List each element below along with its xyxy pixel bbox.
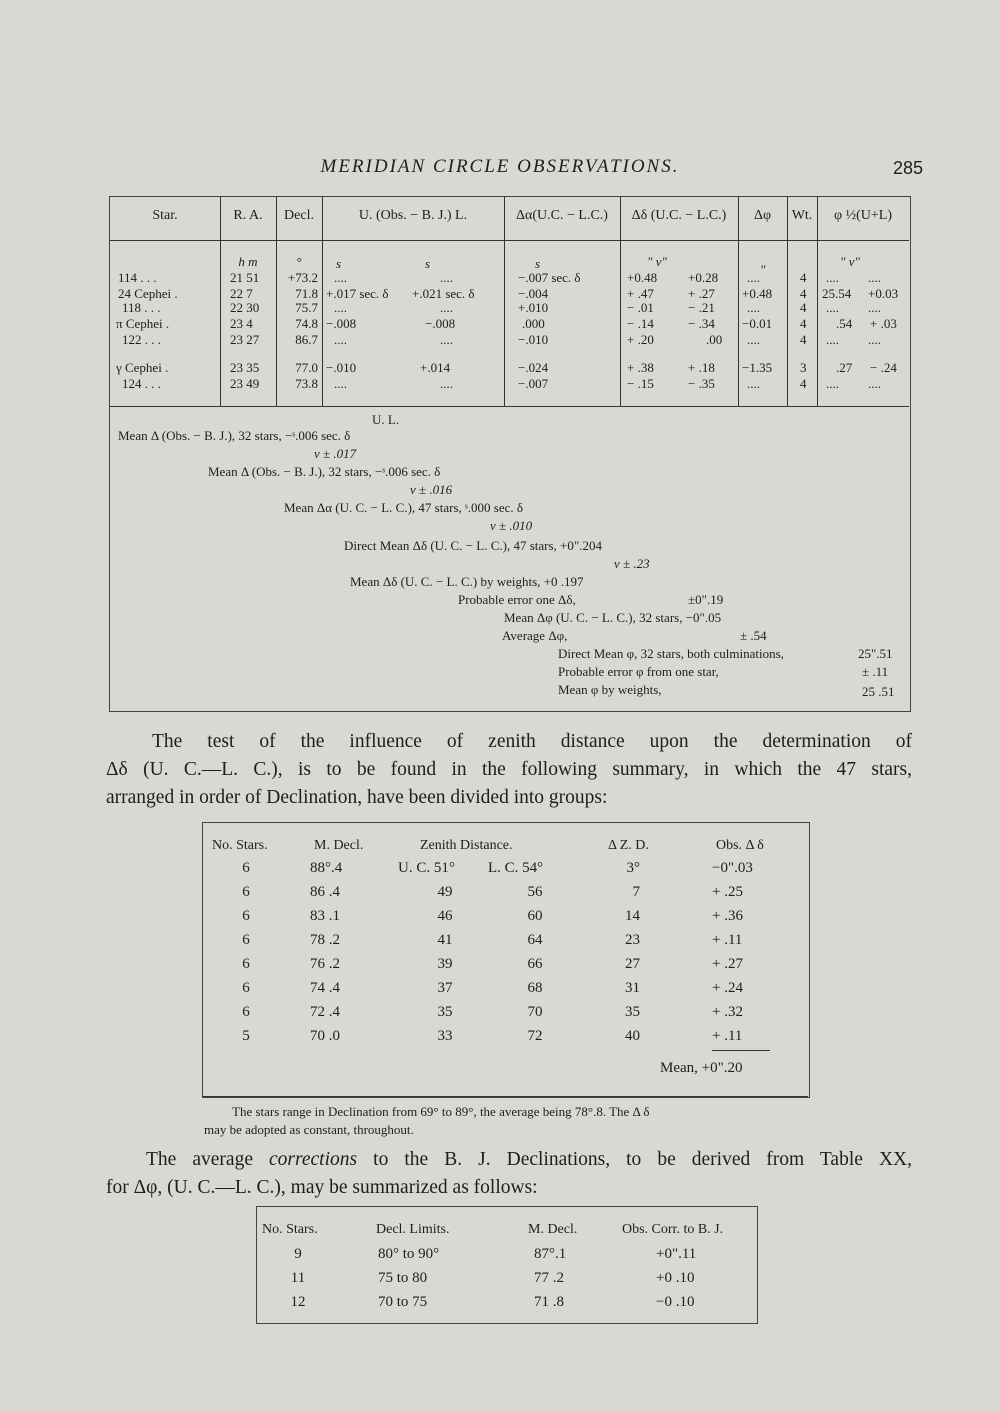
table-cell: 75 to 80	[378, 1270, 428, 1286]
col-header-no-stars: No. Stars.	[212, 838, 268, 853]
table-cell: 5	[242, 1028, 250, 1044]
col-header-obs-delta: Obs. Δ δ	[716, 838, 764, 853]
table-cell: 64	[527, 932, 543, 948]
table-cell: + .11	[712, 932, 743, 948]
table-cell: 68	[527, 980, 543, 996]
col-header-delta-phi: Δφ	[753, 208, 772, 223]
col-header-delta-zd: Δ Z. D.	[608, 838, 649, 853]
summary-line: Mean Δφ (U. C. − L. C.), 32 stars, −0".05	[504, 610, 722, 625]
para-line: The test of the influence of zenith distance upon the determination of	[152, 731, 912, 752]
table-cell: 71 .8	[534, 1294, 564, 1310]
table-cell: + .36	[712, 908, 743, 924]
table-cell: +0 .10	[656, 1270, 695, 1286]
summary-line: Probable error one Δδ,	[458, 592, 576, 607]
table-cell: + .25	[712, 884, 743, 900]
summary-line: Direct Mean Δδ (U. C. − L. C.), 47 stars, +0".204	[344, 538, 602, 553]
zenith-note: The stars range in Declination from 69° to 89°, the average being 78°.8. The Δ δ	[232, 1104, 650, 1119]
table-cell: 87°.1	[534, 1246, 567, 1262]
summary-value: ±0".19	[688, 592, 724, 607]
table-cell: 86 .4	[310, 884, 340, 900]
summary-value: 25 .51	[862, 684, 895, 699]
table-cell: 6	[242, 956, 250, 972]
table-cell: −0".03	[712, 860, 753, 876]
summary-line: Average Δφ,	[502, 628, 568, 643]
table-cell: 76 .2	[310, 956, 340, 972]
table-cell: 37	[437, 980, 453, 996]
col-header-no-stars: No. Stars.	[262, 1222, 318, 1237]
col-header-zenith-distance: Zenith Distance.	[420, 838, 513, 853]
table-cell: 6	[242, 932, 250, 948]
unit-delta: " v"	[647, 254, 667, 269]
table-cell: + .11	[712, 1028, 743, 1044]
table-cell: −0 .10	[656, 1294, 695, 1310]
table-cell: + .24	[712, 980, 743, 996]
table-cell: 60	[527, 908, 543, 924]
unit-l: s	[425, 256, 431, 271]
summary-value: ± .54	[740, 628, 767, 643]
summary-line: Mean Δδ (U. C. − L. C.) by weights, +0 .197	[350, 574, 584, 589]
table-cell: +0".11	[656, 1246, 697, 1262]
table-cell: 56	[527, 884, 543, 900]
table-cell: 80° to 90°	[378, 1246, 440, 1262]
unit-u: s	[336, 256, 342, 271]
table-cell: 77 .2	[534, 1270, 564, 1286]
table-cell: 88°.4	[310, 860, 343, 876]
table-cell: 9	[294, 1246, 302, 1262]
table-cell: 23	[625, 932, 640, 948]
table-cell: 74 .4	[310, 980, 340, 996]
table-cell: 11	[290, 1270, 306, 1286]
col-header-delta-alpha: Δα(U.C. − L.C.)	[516, 208, 608, 223]
para-line: for Δφ, (U. C.—L. C.), may be summarized as follows:	[106, 1177, 538, 1198]
col-header-m-decl: M. Decl.	[528, 1222, 578, 1237]
table-cell: 70 .0	[310, 1028, 340, 1044]
table-cell: 78 .2	[310, 932, 340, 948]
unit-phi-half: " v"	[840, 254, 860, 269]
summary-value: 25".51	[858, 646, 893, 661]
summary-line: v ± .010	[490, 518, 533, 533]
col-header-decl-limits: Decl. Limits.	[376, 1222, 450, 1237]
table-cell: 33	[437, 1028, 453, 1044]
table-cell: 6	[242, 884, 250, 900]
page-number: 285	[893, 158, 924, 178]
table-cell: 31	[625, 980, 640, 996]
table-cell: 66	[527, 956, 543, 972]
col-header-ra: R. A.	[233, 208, 263, 223]
col-header-decl: Decl.	[284, 208, 314, 223]
table-cell: L. C. 54°	[488, 860, 544, 876]
paragraph-corrections	[106, 1146, 912, 1202]
summary-line: Mean Δ (Obs. − B. J.), 32 stars, −ˢ.006 sec. δ	[118, 428, 351, 443]
para-line: Δδ (U. C.—L. C.), is to be found in the following summary, in which the 47 stars,	[106, 759, 912, 780]
table-cell: 6	[242, 980, 250, 996]
col-header-m-decl: M. Decl.	[314, 838, 364, 853]
summary-line: Direct Mean φ, 32 stars, both culminations,	[558, 646, 784, 661]
col-header-star: Star.	[152, 208, 178, 223]
table-cell: 83 .1	[310, 908, 340, 924]
table-cell: 12	[290, 1294, 306, 1310]
para-line: arranged in order of Declination, have been divided into groups:	[106, 787, 608, 808]
table-cell: 6	[242, 908, 250, 924]
table-cell: 72 .4	[310, 1004, 340, 1020]
table-cell: 6	[242, 860, 250, 876]
table-cell: U. C. 51°	[398, 860, 455, 876]
summary-line: Mean Δ (Obs. − B. J.), 32 stars, −ˢ.006 sec. δ	[208, 464, 441, 479]
para-line: The average corrections to the B. J. Declinations, to be derived from Table XX,	[146, 1149, 912, 1170]
paragraph-zenith	[106, 728, 912, 812]
zenith-note: may be adopted as constant, throughout.	[204, 1122, 414, 1137]
table-cell: 70 to 75	[378, 1294, 428, 1310]
unit-decl: °	[296, 254, 302, 269]
col-header-obs-corr: Obs. Corr. to B. J.	[622, 1222, 724, 1237]
table-cell: 70	[527, 1004, 543, 1020]
summary-line: Mean φ by weights,	[558, 682, 662, 697]
table-cell: 35	[625, 1004, 640, 1020]
col-header-delta-delta: Δδ (U.C. − L.C.)	[631, 208, 727, 223]
summary-line: v ± .016	[410, 482, 453, 497]
table-cell: 40	[625, 1028, 640, 1044]
col-header-wt: Wt.	[791, 208, 813, 223]
table-cell: 3°	[626, 860, 640, 876]
table-cell: 72	[527, 1028, 543, 1044]
table-cell: 14	[625, 908, 640, 924]
summary-line: v ± .23	[614, 556, 650, 571]
table-cell: + .27	[712, 956, 743, 972]
table-cell: 27	[625, 956, 640, 972]
table-cell: 49	[437, 884, 453, 900]
col-header-phi: φ ½(U+L)	[834, 208, 892, 223]
table-cell: 6	[242, 1004, 250, 1020]
table-cell: + .32	[712, 1004, 743, 1020]
summary-value: ± .11	[862, 664, 889, 679]
table-cell: 46	[437, 908, 453, 924]
table-cell: 41	[437, 932, 453, 948]
book-page: MERIDIAN CIRCLE OBSERVATIONS. 285 Star. R. A. Decl. U. (Obs. − B. J.) L. Δα(U.C. − L.C.) Δδ (U.C. − L.C.) Δφ Wt. φ ½(U+L) h m ° s s s " v" " " v" 114 . . . 21 51 +73.2 .... .... −.007 sec. δ +0.48 +0.28 .... 4 .... .... 24 Cephei . 22 7 71.8 +.017 sec. δ +.021 sec. δ −.004 + .47 + .27 +0.48 4 25.54 +0.03 118 . . . 22 30 75.7 .... .... +.010 − .01 − .21 .... 4 .... .... π Cephei . 23 4 74.8 −.008 −.008 .000 − .14 − .34 −0.01 4 .54 + .03 122 . . . 23 27 86.7 .... .... −.010 + .20 .00 .... 4 .... .... γ Cephei . 23 35 77.0 −.010 +.014 −.024 + .38 + .18 −1.35 3 .27 − .24 124 . . . 23 49 73.8 .... .... −.007 − .15 − .35 .... 4 .... .... U. L. Mean Δ (Obs. − B. J.), 32 stars, −ˢ.006 sec. δ v ± .017 Mean Δ (Obs. − B. J.), 32 stars, −ˢ.006 sec. δ v ± .016 Mean Δα (U. C. − L. C.), 47 stars, ˢ.000 sec. δ v ± .010 Direct Mean Δδ (U. C. − L. C.), 47 stars, +0".204 v ± .23 Mean Δδ (U. C. − L. C.) by weights, +0 .197 Probable error one Δδ, ±0".19 Mean Δφ (U. C. − L. C.), 32 stars, −0".05 Average Δφ, ± .54 Direct Mean φ, 32 stars, both culminations, 25".51 Probable error φ from one star, ± .11 Mean φ by weights, 25 .51 The test of the influence of zenith distance upon the determination of Δδ (U. C.—L. C.), is to be found in the following summary, in which the 47 stars, arranged in order of Declination, have been divided into groups: No. Stars. M. Decl. Zenith Distance. Δ Z. D. Obs. Δ δ 6 88°.4 U. C. 51° L. C. 54° 3° −0".03 6 86 .4 49 56 7 + .25 6 83 .1 46 60 14 + .36 6 78 .2 41 64 23 + .11 6 76 .2 39 66 27 + .27 6 74 .4 37 68 31 + .24 6 72 .4 35 70 35 + .32 5 70 .0 33 72 40 + .11 Mean, +0".20 The stars range in Declination from 69° to 89°, the average being 78°.8. The Δ δ may be adopted as constant, throughout. The average corrections to the B. J. Declinations, to be derived from Table XX, for Δφ, (U. C.—L. C.), may be summarized as follows: No. Stars. Decl. Limits. M. Decl. Obs. Corr. to B. J. 9 80° to 90° 87°.1 +0".11 11 75 to 80 77 .2 +0 .10 12 70 to 75 71 .8 −0 .10	[0, 0, 1000, 1411]
table-cell: 35	[437, 1004, 453, 1020]
running-header: MERIDIAN CIRCLE OBSERVATIONS.	[320, 156, 680, 177]
summary-line: Probable error φ from one star,	[558, 664, 719, 679]
col-header-obs-bj: U. (Obs. − B. J.) L.	[358, 208, 468, 223]
summary-line: Mean Δα (U. C. − L. C.), 47 stars, ˢ.000 sec. δ	[284, 500, 523, 515]
unit-alpha: s	[535, 256, 541, 271]
summary-line: v ± .017	[314, 446, 357, 461]
zenith-mean: Mean, +0".20	[660, 1060, 743, 1076]
unit-ra: h m	[238, 254, 258, 269]
summary-ul-label: U. L.	[372, 412, 400, 427]
table-cell: 39	[437, 956, 453, 972]
table-cell: 7	[632, 884, 640, 900]
unit-phi: "	[760, 262, 766, 277]
